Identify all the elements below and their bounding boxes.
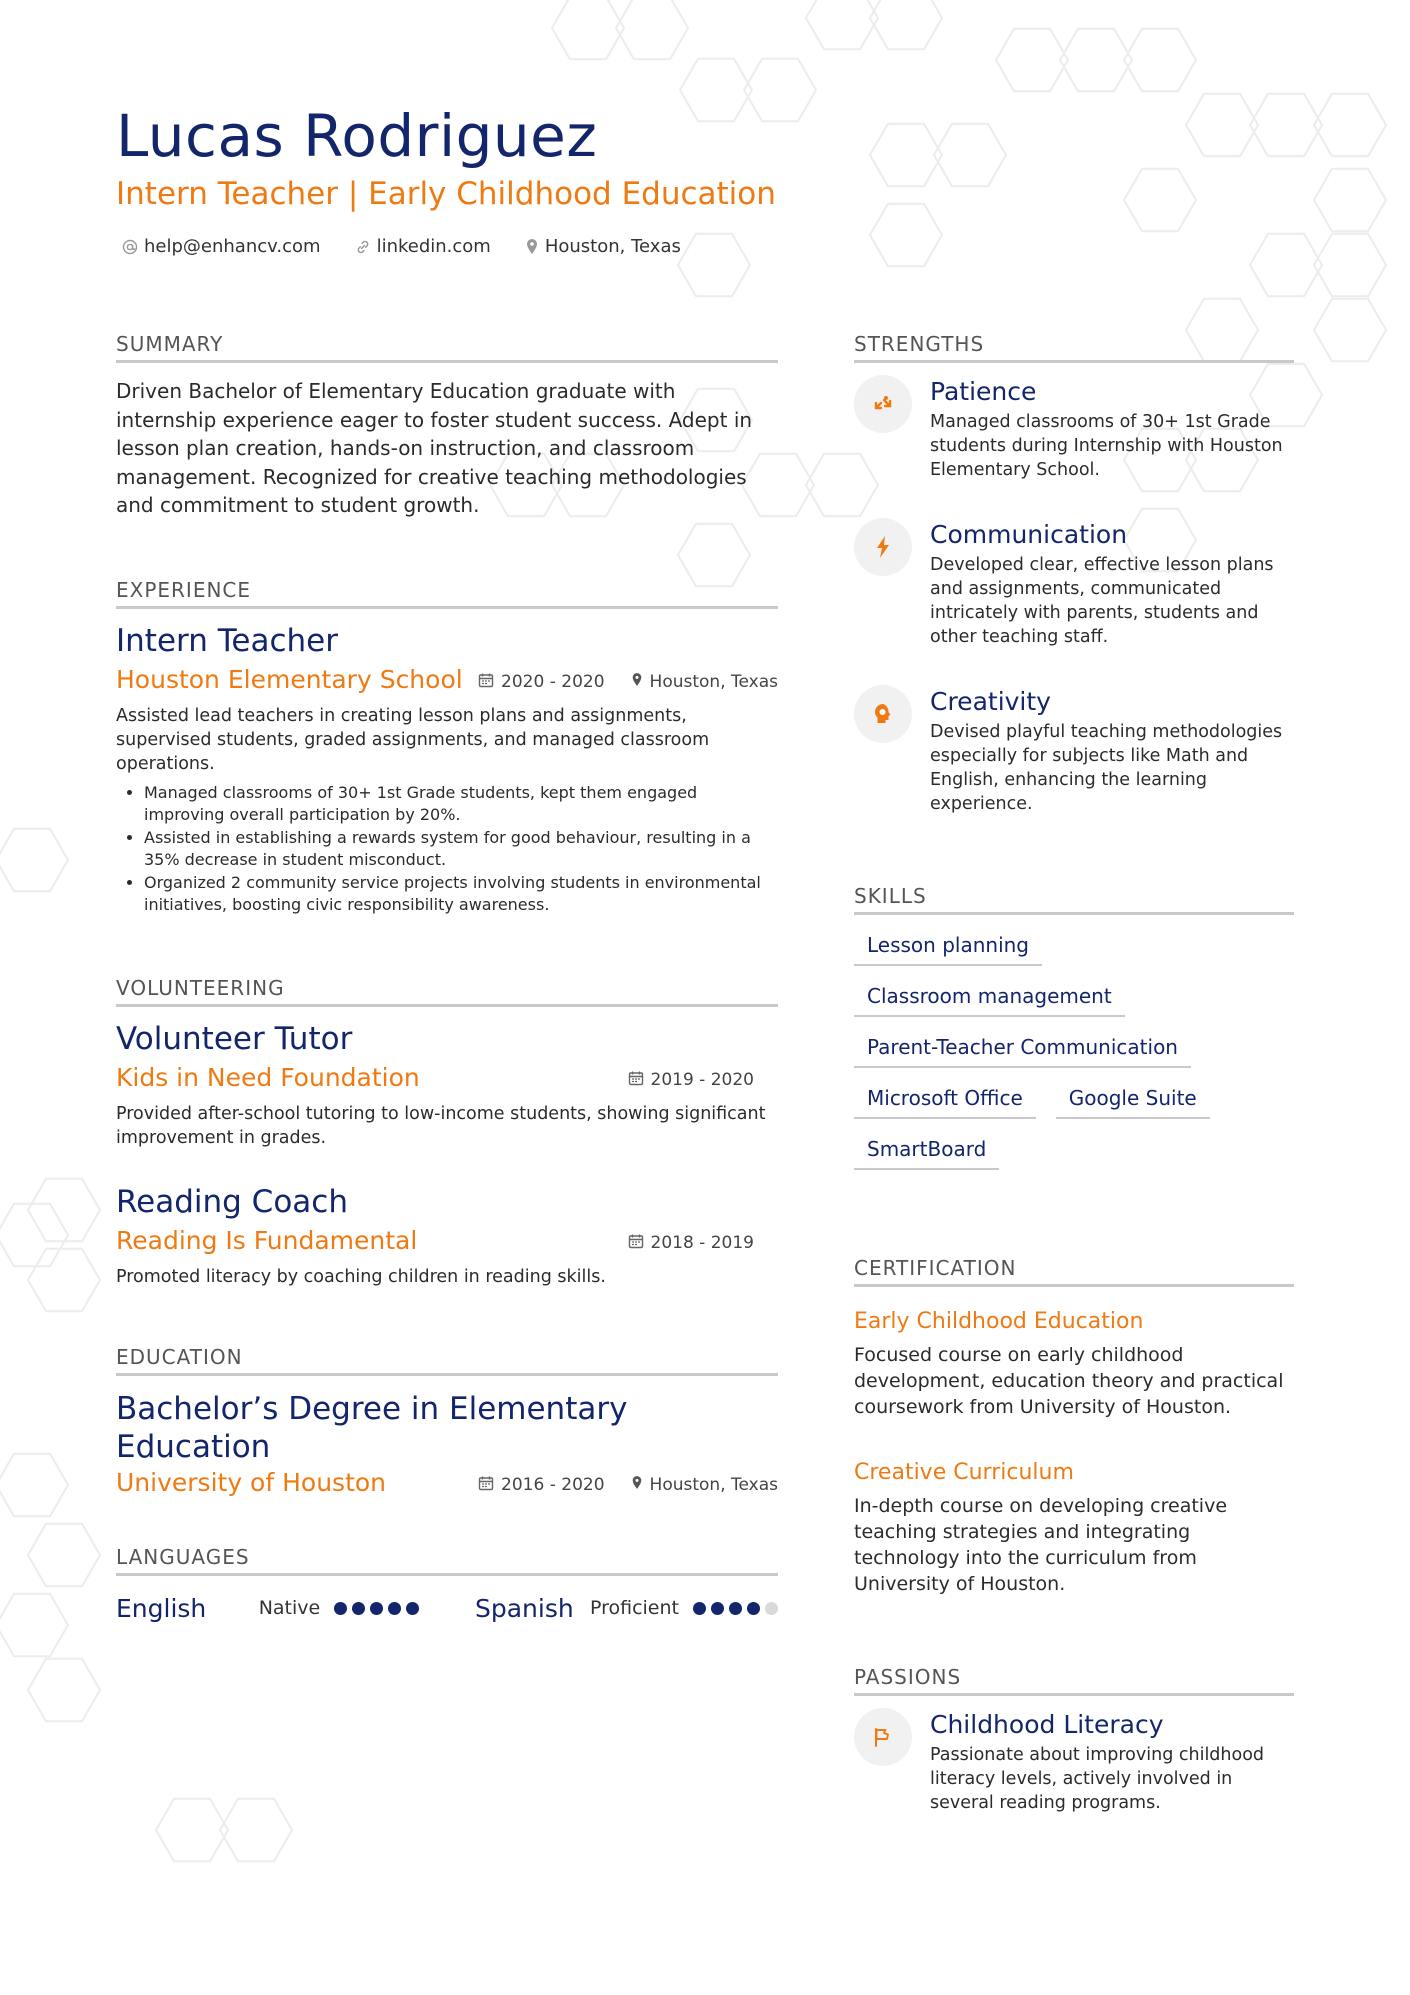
strength-description: Developed clear, effective lesson plans and assignments, communicated intricately with parents, students and other teaching staff. [930,555,1274,647]
rating-dot [747,1602,760,1615]
rating-dot [711,1602,724,1615]
passion-description: Passionate about improving childhood literacy levels, actively involved in several reading programs. [930,1745,1265,1813]
certification-description: Focused course on early childhood development, education theory and practical coursework from University of Houston. [854,1344,1284,1418]
passion-title: Childhood Literacy [930,1710,1164,1739]
strength-item [854,377,1294,482]
job-dates [478,672,604,693]
strength-description: Managed classrooms of 30+ 1st Grade students during Internship with Houston Elementary School. [930,412,1283,480]
volunteering-section [116,976,778,1289]
rating-dot [765,1602,778,1615]
language-name: English [116,1593,207,1623]
volunteer-dates [628,1233,754,1254]
strengths-heading: STRENGTHS [854,332,1294,363]
education-dates-text: 2016 - 2020 [501,1475,605,1495]
volunteer-dates-text: 2018 - 2019 [650,1233,754,1253]
degree-title [116,1390,778,1466]
job-location [631,672,778,692]
passions-heading: PASSIONS [854,1665,1294,1696]
candidate-name: Lucas Rodriguez [116,102,598,170]
strength-description: Devised playful teaching methodologies especially for subjects like Math and English, enhancing the learning experience. [930,722,1283,814]
left-column [116,332,778,1623]
at-icon [122,239,138,255]
school-name: University of Houston [116,1467,387,1497]
language-name: Spanish [475,1593,574,1623]
degree-title-line: Bachelor’s Degree in Elementary [116,1390,628,1427]
degree-title-line: Education [116,1428,271,1465]
language-level: Proficient [589,1597,679,1619]
skill-tag: Microsoft Office [854,1082,1036,1119]
volunteer-meta [628,1233,754,1254]
education-dates [478,1475,604,1496]
certification-description: In-depth course on developing creative teaching strategies and integrating technology into the curriculum from University of Houston. [854,1495,1228,1595]
skill-tag: Google Suite [1056,1082,1210,1119]
summary-section [116,332,778,520]
experience-entry [116,623,778,916]
certification-title: Early Childhood Education [854,1309,1144,1334]
volunteer-dates [628,1070,754,1091]
skill-tag: Classroom management [854,980,1125,1017]
education-location [631,1475,778,1495]
calendar-icon [478,1475,494,1496]
strength-title: Patience [930,377,1037,406]
volunteering-entry [116,1021,778,1150]
languages-heading: LANGUAGES [116,1545,778,1576]
job-org-row [116,665,778,694]
strength-item [854,520,1294,649]
contact-linkedin-text: linkedin.com [376,236,491,257]
volunteering-heading: VOLUNTEERING [116,976,778,1007]
passion-item [854,1710,1294,1815]
strength-item [854,687,1294,816]
education-section [116,1345,778,1497]
job-organization: Houston Elementary School [116,664,463,694]
certification-heading: CERTIFICATION [854,1256,1294,1287]
candidate-title: Intern Teacher | Early Childhood Education [116,176,776,212]
job-dates-text: 2020 - 2020 [501,672,605,692]
rating-dot [729,1602,742,1615]
skills-list [854,929,1294,1170]
summary-heading: SUMMARY [116,332,778,363]
contact-bar [122,236,681,257]
volunteering-entry [116,1184,778,1289]
rating-dot [388,1602,401,1615]
education-org-row [116,1468,778,1497]
skill-tag: Lesson planning [854,929,1042,966]
education-heading: EDUCATION [116,1345,778,1376]
volunteer-organization: Reading Is Fundamental [116,1225,418,1255]
contact-location [525,236,681,257]
passions-section [854,1665,1294,1815]
head-lightbulb-icon [854,685,912,743]
languages-row [116,1594,778,1623]
volunteer-dates-text: 2019 - 2020 [650,1070,754,1090]
education-location-text: Houston, Texas [649,1475,778,1495]
language-rating [334,1602,419,1615]
certification-item [854,1309,1294,1420]
skills-section [854,884,1294,1170]
rating-dot [352,1602,365,1615]
skill-tag: Parent-Teacher Communication [854,1031,1191,1068]
strengths-section [854,332,1294,816]
job-description: Assisted lead teachers in creating lesson plans and assignments, supervised students, graded assignments, and managed classroom operations. [116,705,710,774]
volunteer-description: Provided after-school tutoring to low-income students, showing significant improvement in grades. [116,1103,766,1148]
volunteer-meta [628,1070,754,1091]
lightning-icon [854,518,912,576]
rating-dot [370,1602,383,1615]
rating-dot [406,1602,419,1615]
job-meta [478,672,778,693]
volunteer-description: Promoted literacy by coaching children in reading skills. [116,1266,606,1287]
right-column [854,332,1294,1815]
calendar-icon [628,1070,644,1091]
strength-title: Communication [930,520,1128,549]
rating-dot [693,1602,706,1615]
volunteer-organization: Kids in Need Foundation [116,1062,420,1092]
volunteer-role: Volunteer Tutor [116,1020,353,1057]
summary-text: Driven Bachelor of Elementary Education graduate with internship experience eager to foster student success. Adept in lesson plan creation, hands-on instruction, and classroom management. Recognized for creative teaching methodologies and commitment to student growth. [116,379,753,517]
calendar-icon [478,672,494,693]
contact-email-text: help@enhancv.com [144,236,321,257]
puzzle-arrows-icon [854,375,912,433]
location-pin-icon [525,238,539,255]
job-bullets [116,782,778,916]
location-pin-icon [631,1475,643,1495]
location-pin-icon [631,672,643,692]
language-rating [693,1602,778,1615]
volunteer-org-row [116,1063,778,1092]
education-meta [478,1475,778,1496]
certification-title: Creative Curriculum [854,1460,1074,1485]
volunteer-role: Reading Coach [116,1183,348,1220]
certification-section [854,1256,1294,1597]
skills-heading: SKILLS [854,884,1294,915]
job-location-text: Houston, Texas [649,672,778,692]
flag-icon [854,1708,912,1766]
skill-tag: SmartBoard [854,1133,999,1170]
contact-email[interactable] [122,236,321,257]
contact-linkedin[interactable] [355,236,491,257]
strength-title: Creativity [930,687,1051,716]
certification-item [854,1460,1294,1597]
languages-section [116,1545,778,1623]
link-icon [355,239,371,255]
volunteer-org-row [116,1226,778,1255]
job-bullet: • Managed classrooms of 30+ 1st Grade students, kept them engaged improving overall participation by 20%. [144,782,778,826]
calendar-icon [628,1233,644,1254]
experience-heading: EXPERIENCE [116,578,778,609]
rating-dot [334,1602,347,1615]
job-bullet: • Assisted in establishing a rewards system for good behaviour, resulting in a 35% decrease in student misconduct. [144,827,778,871]
experience-section [116,578,778,916]
job-bullet: • Organized 2 community service projects involving students in environmental initiatives, boosting civic responsibility awareness. [144,872,778,916]
language-level: Native [258,1597,321,1619]
job-title: Intern Teacher [116,622,338,659]
contact-location-text: Houston, Texas [544,236,681,257]
